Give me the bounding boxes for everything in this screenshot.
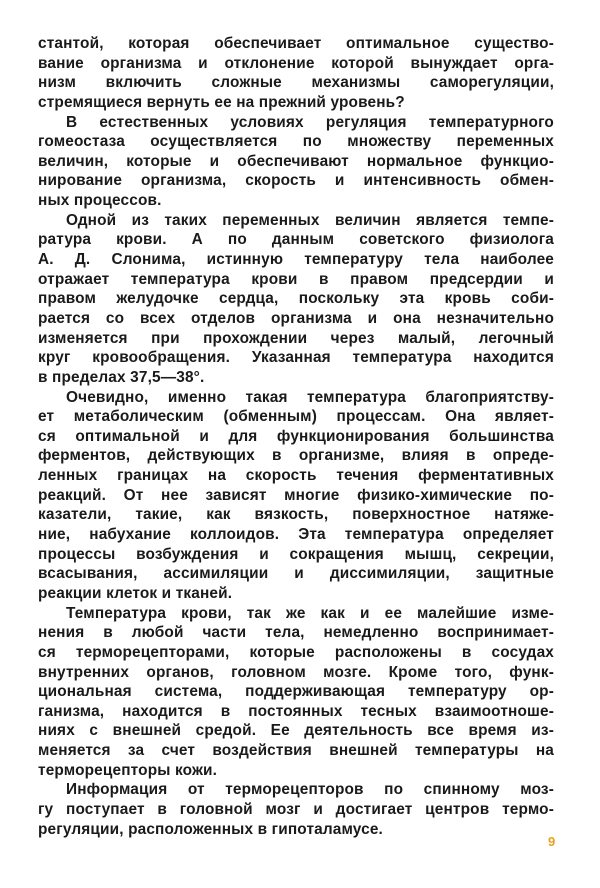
text-line: ся терморецепторами, которые расположены в сосудах — [38, 643, 554, 661]
paragraph-2 — [38, 113, 554, 211]
text-line: ганизма, находится в постоянных тесных взаимоотноше- — [38, 702, 554, 720]
text-line: ет метаболическим (обменным) процессам. Она являет- — [38, 408, 554, 426]
text-line: казатели, такие, как вязкость, поверхностное натяже- — [38, 506, 554, 524]
paragraph-3 — [38, 211, 554, 388]
paragraph-1 — [38, 34, 554, 113]
text-line: в пределах 37,5—38°. — [38, 368, 205, 386]
book-page — [38, 34, 554, 839]
text-line: реакций. От нее зависят многие физико-химические по- — [38, 486, 554, 504]
text-line: нирование организма, скорость и интенсивность обмен- — [38, 172, 554, 190]
text-line: ферментов, действующих в организме, влияя в опреде- — [38, 447, 554, 465]
text-line: гу поступает в головной мозг и достигает центров термо- — [38, 800, 554, 818]
text-line: нения в любой части тела, немедленно воспринимает- — [38, 624, 554, 642]
text-line: изменяется при прохождении через малый, легочный — [38, 329, 554, 347]
paragraph-4 — [38, 388, 554, 604]
text-line: Очевидно, именно такая температура благоприятству- — [66, 388, 554, 406]
text-line: всасывания, ассимиляции и диссимиляции, защитные — [38, 565, 554, 583]
text-line: отражает температура крови в правом предсердии и — [38, 270, 554, 288]
paragraph-6 — [38, 780, 554, 839]
text-line: реакции клеток и тканей. — [38, 584, 233, 602]
text-line: низм включить сложные механизмы саморегуляции, — [38, 74, 554, 92]
text-line: меняется за счет воздействия внешней температуры на — [38, 742, 554, 760]
text-line: круг кровообращения. Указанная температура находится — [38, 349, 554, 367]
text-line: ных процессов. — [38, 192, 162, 210]
text-line: правом желудочке сердца, поскольку эта кровь соби- — [38, 290, 554, 308]
text-line: гомеостаза осуществляется по множеству переменных — [38, 133, 554, 151]
text-line: Информация от терморецепторов по спинному моз- — [66, 781, 554, 799]
text-line: стантой, которая обеспечивает оптимальное существо- — [38, 35, 554, 52]
text-line: вание организма и отклонение которой вынуждает орга- — [38, 54, 554, 72]
text-line: терморецепторы кожи. — [38, 761, 218, 779]
paragraph-5 — [38, 604, 554, 781]
text-line: стремящиеся вернуть ее на прежний уровень? — [38, 93, 405, 111]
text-line: ленных границах на скорость течения ферментативных — [38, 467, 554, 485]
text-line: Температура крови, так же как и ее малейшие изме- — [66, 604, 554, 622]
text-line: регуляции, расположенных в гипоталамусе. — [38, 820, 383, 838]
page-number: 9 — [548, 834, 556, 849]
text-line: В естественных условиях регуляция температурного — [66, 113, 554, 131]
text-line: величин, которые и обеспечивают нормальное функцио- — [38, 152, 554, 170]
text-line: ся оптимальной и для функционирования большинства — [38, 427, 554, 445]
text-line: А. Д. Слонима, истинную температуру тела наиболее — [38, 251, 554, 269]
text-line: ние, набухание коллоидов. Эта температура определяет — [38, 526, 554, 544]
text-line: Одной из таких переменных величин является темпе- — [66, 211, 554, 229]
text-line: рается со всех отделов организма и она незначительно — [38, 309, 554, 327]
text-line: внутренних органов, головном мозге. Кроме того, функ- — [38, 663, 554, 681]
text-line: циональная система, поддерживающая температуру ор- — [38, 683, 554, 701]
text-line: ниях с внешней средой. Ее деятельность все время из- — [38, 722, 554, 740]
text-line: процессы возбуждения и сокращения мышц, секреции, — [38, 545, 554, 563]
text-line: ратура крови. А по данным советского физиолога — [38, 231, 554, 249]
